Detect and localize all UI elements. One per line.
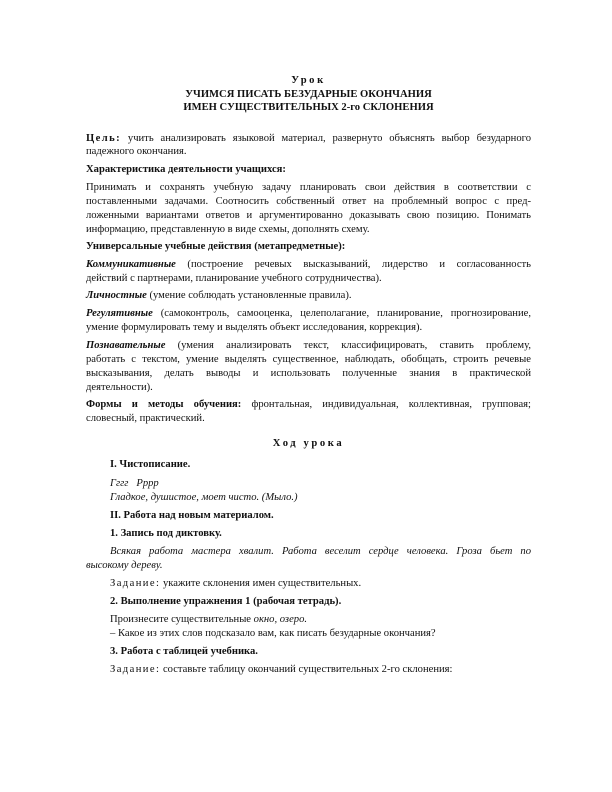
regulative-label: Регулятивные xyxy=(86,308,153,319)
activity-line-1: Принимать и сохранять учебную задачу планировать свои действия в соответствии с xyxy=(86,182,531,193)
riddle-sentence: Гладкое, душистое, моет чисто. (Мыло.) xyxy=(110,492,298,503)
activity-line-4: информацию, представленную в виде схемы, дополнять схему. xyxy=(86,224,370,235)
lesson-label: Урок xyxy=(291,75,326,86)
regulative-line-2: умение формулировать тему и выделять объект исследования, коррекция). xyxy=(86,322,423,333)
personal-text: (умение соблюдать установленные правила). xyxy=(149,290,352,301)
task-3-line xyxy=(110,663,531,676)
communicative-line-2: действий с партнерами, планирование учебного сотрудничества). xyxy=(86,273,382,284)
letters-line: Гггг Рррр xyxy=(110,478,159,489)
task-1-line xyxy=(110,577,531,590)
cognitive-line-4: деятельности). xyxy=(86,382,153,393)
dictation-line-1: Всякая работа мастера хвалит. Работа веселит сердце человека. Гроза бьет по xyxy=(110,546,531,557)
dictation-line-2: высокому дереву. xyxy=(86,560,163,571)
forms-label: Формы и методы обучения: xyxy=(86,399,242,410)
task-1-label: Задание: xyxy=(110,578,161,589)
goal-label: Цель: xyxy=(86,133,122,144)
regulative-text-1: (самоконтроль, самооценка, целеполагание, планирование, прогнозирование, xyxy=(160,308,531,319)
task-3-text: составьте таблицу окончаний существительных 2-го склонения: xyxy=(162,664,453,675)
section-1-title: I. Чистописание. xyxy=(110,459,191,470)
section-2-2-title: 2. Выполнение упражнения 1 (рабочая тетрадь). xyxy=(110,596,342,607)
pronounce-text: Произнесите существительные xyxy=(110,614,252,625)
forms-line-1 xyxy=(86,398,531,411)
activity-line-2: поставленными задачами. Соотносить собственный ответ на проблемный вопрос с пред- xyxy=(86,196,531,207)
question-line: – Какое из этих слов подсказало вам, как писать безударные окончания? xyxy=(110,628,436,639)
task-3-label: Задание: xyxy=(110,664,161,675)
task-1-text: укажите склонения имен существительных. xyxy=(162,578,362,589)
forms-line-2: словесный, практический. xyxy=(86,413,205,424)
personal-line xyxy=(86,289,531,302)
cognitive-text-1: (умения анализировать текст, классифицировать, ставить проблему, xyxy=(177,340,531,351)
pronounce-words: окно, озеро. xyxy=(253,614,308,625)
personal-label: Личностные xyxy=(86,290,147,301)
goal-line-1 xyxy=(86,132,531,145)
activity-line-3: ложенными вариантами ответов и аргументированно доказывать свою позицию. Понимать xyxy=(86,210,531,221)
uud-heading: Универсальные учебные действия (метапредметные): xyxy=(86,241,346,252)
section-2-1-title: 1. Запись под диктовку. xyxy=(110,528,222,539)
section-2-title: II. Работа над новым материалом. xyxy=(110,510,274,521)
activity-heading: Характеристика деятельности учащихся: xyxy=(86,164,286,175)
section-2-3-title: 3. Работа с таблицей учебника. xyxy=(110,646,258,657)
cognitive-line-2: работать с текстом, умение выделять существенное, наблюдать, обобщать, строить речевые xyxy=(86,354,531,365)
goal-line-2: падежного окончания. xyxy=(86,146,187,157)
cognitive-label: Познавательные xyxy=(86,340,166,351)
communicative-text-1: (построение речевых высказываний, лидерство и согласованность xyxy=(187,259,531,270)
goal-text-1: учить анализировать языковой материал, развернуто объяснять выбор безударного xyxy=(127,133,531,144)
forms-text-1: фронтальная, индивидуальная, коллективная, групповая; xyxy=(251,399,531,410)
title-line-1: УЧИМСЯ ПИСАТЬ БЕЗУДАРНЫЕ ОКОНЧАНИЯ xyxy=(185,89,432,100)
cognitive-line-1 xyxy=(86,339,531,352)
regulative-line-1 xyxy=(86,307,531,320)
title-line-2: ИМЕН СУЩЕСТВИТЕЛЬНЫХ 2-го СКЛОНЕНИЯ xyxy=(183,102,434,113)
communicative-label: Коммуникативные xyxy=(86,259,176,270)
cognitive-line-3: высказывания, делать выводы и использовать полученные знания в практической xyxy=(86,368,531,379)
pronounce-line xyxy=(110,613,531,626)
communicative-line-1 xyxy=(86,258,531,271)
lesson-heading: Ход урока xyxy=(272,438,345,449)
